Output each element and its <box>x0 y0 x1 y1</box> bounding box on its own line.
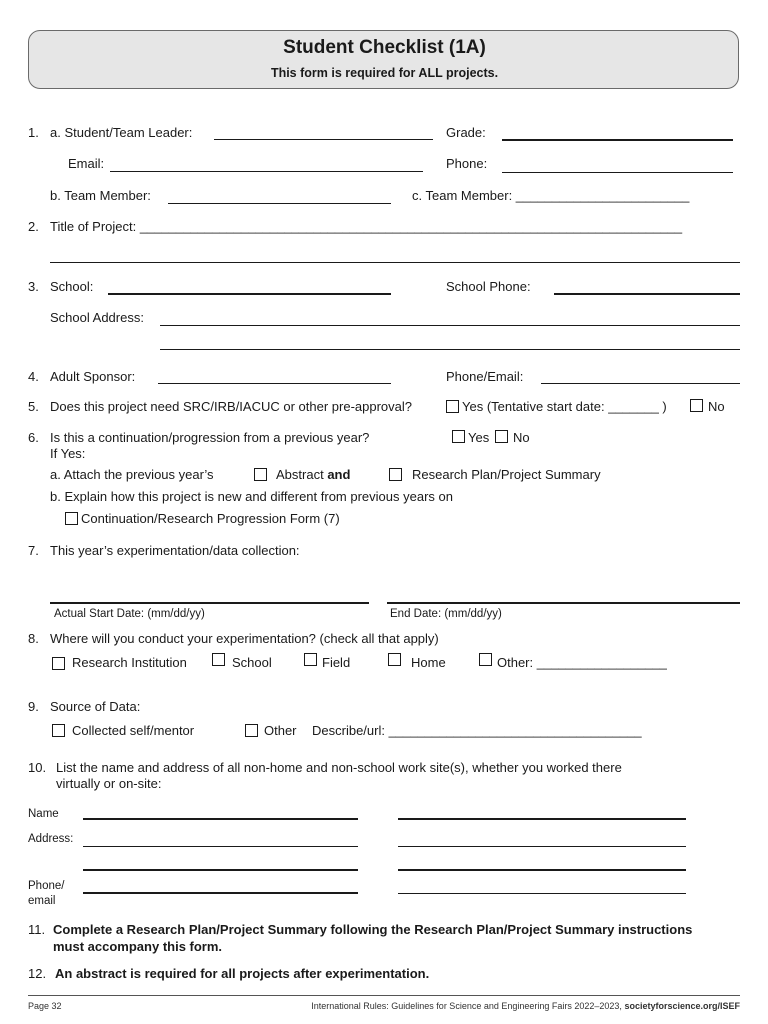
site-2-phone-email-field[interactable] <box>398 893 686 894</box>
start-date-label: Actual Start Date: (mm/dd/yy) <box>54 608 205 620</box>
question-number-10: 10. <box>28 760 47 775</box>
site-1-phone-email-field[interactable] <box>83 892 358 894</box>
team-member-b-field[interactable] <box>168 203 391 204</box>
preapproval-question: Does this project need SRC/IRB/IACUC or other pre-approval? <box>50 399 412 414</box>
continuation-question: Is this a continuation/progression from a previous year? <box>50 430 370 445</box>
school-label: School: <box>50 279 94 294</box>
abstract-checkbox[interactable] <box>254 468 267 481</box>
grade-field[interactable] <box>502 139 733 141</box>
other-source-checkbox[interactable] <box>245 724 258 737</box>
adult-sponsor-field[interactable] <box>158 383 391 384</box>
sponsor-phone-email-field[interactable] <box>541 383 740 384</box>
question-number-6: 6. <box>28 430 39 445</box>
site-address-label: Address: <box>28 833 74 845</box>
research-plan-label: Research Plan/Project Summary <box>412 467 601 482</box>
footer-citation: International Rules: Guidelines for Science and Engineering Fairs 2022–2023, societyforscience.org/ISEF <box>311 1001 740 1011</box>
describe-url-label[interactable]: Describe/url: ___________________________________ <box>312 723 642 738</box>
other-location-label[interactable]: Other: __________________ <box>497 655 667 670</box>
collected-self-checkbox[interactable] <box>52 724 65 737</box>
experimentation-question: This year’s experimentation/data collection: <box>50 543 300 558</box>
site-1-address-field[interactable] <box>83 846 358 847</box>
continuation-form-checkbox[interactable] <box>65 512 78 525</box>
sponsor-phone-email-label: Phone/Email: <box>446 369 524 384</box>
phone-label: Phone: <box>446 156 488 171</box>
question-number-4: 4. <box>28 369 39 384</box>
question-number-1: 1. <box>28 125 39 140</box>
continuation-no-label: No <box>513 430 530 445</box>
site-2-name-field[interactable] <box>398 818 686 820</box>
abstract-label: Abstract and <box>276 467 351 482</box>
preapproval-no-label: No <box>708 399 725 414</box>
location-question: Where will you conduct your experimentation? (check all that apply) <box>50 631 439 646</box>
school-address-field-line2[interactable] <box>160 349 740 350</box>
footer-link[interactable]: societyforscience.org/ISEF <box>624 1001 740 1011</box>
form-subtitle: This form is required for ALL projects. <box>270 66 499 80</box>
attach-previous-label: a. Attach the previous year’s <box>50 467 214 482</box>
email-field[interactable] <box>110 171 423 172</box>
continuation-no-checkbox[interactable] <box>495 430 508 443</box>
form-title: Student Checklist (1A) <box>283 37 486 58</box>
work-site-question-line1: List the name and address of all non-home and non-school work site(s), whether you worked there <box>56 760 622 775</box>
if-yes-label: If Yes: <box>50 446 86 461</box>
research-plan-instruction-line1: Complete a Research Plan/Project Summary following the Research Plan/Project Summary instructions <box>53 922 693 937</box>
team-member-c-label[interactable]: c. Team Member: ________________________ <box>412 188 690 203</box>
preapproval-yes-label: Yes (Tentative start date: _______ ) <box>462 399 667 414</box>
school-phone-label: School Phone: <box>446 279 531 294</box>
site-email-label: email <box>28 895 56 907</box>
site-phone-label: Phone/ <box>28 880 65 892</box>
source-of-data-question: Source of Data: <box>50 699 141 714</box>
question-number-2: 2. <box>28 219 39 234</box>
school-field[interactable] <box>108 293 391 295</box>
school-address-label: School Address: <box>50 310 144 325</box>
site-2-address-field-line2[interactable] <box>398 869 686 871</box>
explain-new-label: b. Explain how this project is new and different from previous years on <box>50 489 453 504</box>
email-label: Email: <box>68 156 105 171</box>
school-option-label: School <box>232 655 272 670</box>
continuation-yes-label: Yes <box>468 430 490 445</box>
question-number-7: 7. <box>28 543 39 558</box>
end-date-field[interactable] <box>387 602 740 604</box>
school-phone-field[interactable] <box>554 293 740 295</box>
project-title-label[interactable]: Title of Project: ___________________________________________________________________________ <box>50 219 683 234</box>
continuation-yes-checkbox[interactable] <box>452 430 465 443</box>
collected-self-label: Collected self/mentor <box>72 723 195 738</box>
adult-sponsor-label: Adult Sponsor: <box>50 369 136 384</box>
start-date-field[interactable] <box>50 602 369 604</box>
question-number-12: 12. <box>28 966 47 981</box>
question-number-11: 11. <box>28 922 46 937</box>
question-number-5: 5. <box>28 399 39 414</box>
field-checkbox[interactable] <box>304 653 317 666</box>
site-1-address-field-line2[interactable] <box>83 869 358 871</box>
research-plan-checkbox[interactable] <box>389 468 402 481</box>
school-checkbox[interactable] <box>212 653 225 666</box>
other-location-checkbox[interactable] <box>479 653 492 666</box>
form-header <box>28 30 739 89</box>
team-leader-field[interactable] <box>214 139 433 140</box>
work-site-question-line2: virtually or on-site: <box>56 776 162 791</box>
grade-label: Grade: <box>446 125 486 140</box>
continuation-form-label: Continuation/Research Progression Form (7) <box>81 511 340 526</box>
end-date-label: End Date: (mm/dd/yy) <box>390 608 502 620</box>
page-number: Page 32 <box>28 1001 62 1011</box>
site-2-address-field[interactable] <box>398 846 686 847</box>
research-plan-instruction-line2: must accompany this form. <box>53 939 223 954</box>
team-leader-label: a. Student/Team Leader: <box>50 125 193 140</box>
preapproval-yes-checkbox[interactable] <box>446 400 459 413</box>
research-institution-label: Research Institution <box>72 655 187 670</box>
other-source-label: Other <box>264 723 297 738</box>
question-number-8: 8. <box>28 631 39 646</box>
preapproval-no-checkbox[interactable] <box>690 399 703 412</box>
footer-divider <box>28 995 740 996</box>
research-institution-checkbox[interactable] <box>52 657 65 670</box>
home-checkbox[interactable] <box>388 653 401 666</box>
field-option-label: Field <box>322 655 351 670</box>
phone-field[interactable] <box>502 172 733 173</box>
site-1-name-field[interactable] <box>83 818 358 820</box>
abstract-required-note: An abstract is required for all projects after experimentation. <box>55 966 430 981</box>
site-name-label: Name <box>28 808 59 820</box>
project-title-field-line2[interactable] <box>50 262 740 263</box>
question-number-3: 3. <box>28 279 39 294</box>
team-member-b-label: b. Team Member: <box>50 188 151 203</box>
school-address-field[interactable] <box>160 325 740 326</box>
question-number-9: 9. <box>28 699 39 714</box>
home-option-label: Home <box>411 655 446 670</box>
